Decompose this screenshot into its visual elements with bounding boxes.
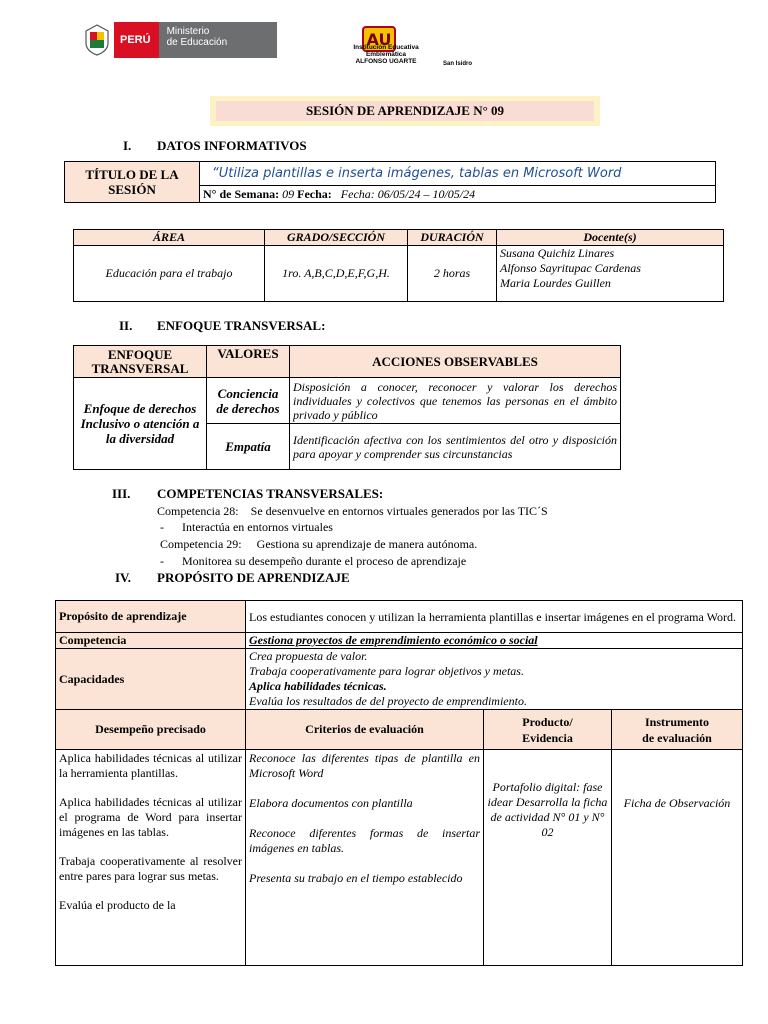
proposito-value: Los estudiantes conocen y utilizan la herramienta plantillas e insertar imágenes en el programa Word. <box>246 601 743 633</box>
session-title-box <box>210 96 600 126</box>
purpose-table <box>55 600 743 966</box>
capacidad-2: Trabaja cooperativamente para lograr objetivos y metas. <box>249 664 524 678</box>
competencia-29-label: Competencia 29: <box>160 537 242 551</box>
header-instrumento-line1: Instrumento <box>644 714 709 729</box>
accion-2: Identificación afectiva con los sentimientos del otro y disposición para apoyar y comprender sus circunstancias <box>290 424 621 470</box>
competencia-label: Competencia <box>56 633 246 649</box>
desempeno-1: Aplica habilidades técnicas al utilizar la herramienta plantillas. <box>59 751 242 780</box>
criterio-4: Presenta su trabajo en el tiempo establecido <box>249 871 463 885</box>
session-info-table <box>64 161 716 203</box>
criterios-cell <box>246 750 484 966</box>
criterio-2: Elabora documentos con plantilla <box>249 796 413 810</box>
teachers-cell <box>497 246 724 302</box>
week-value: 09 <box>282 186 295 201</box>
desempeno-2: Aplica habilidades técnicas al utilizar el programa de Word para insertar imágenes en las tablas. <box>59 795 242 839</box>
header-producto-line2: Evidencia <box>522 730 573 745</box>
header-acciones: ACCIONES OBSERVABLES <box>290 346 621 378</box>
peru-label: PERÚ <box>114 22 159 58</box>
header-duration: DURACIÓN <box>408 230 497 246</box>
header-criterios: Criterios de evaluación <box>246 710 484 750</box>
header-desempeno: Desempeño precisado <box>56 710 246 750</box>
capacidad-4: Evalúa los resultados de del proyecto de emprendimiento. <box>249 694 527 708</box>
grade-value: 1ro. A,B,C,D,E,F,G,H. <box>265 246 408 302</box>
session-title: SESIÓN DE APRENDIZAJE N° 09 <box>216 101 594 121</box>
desempeno-3: Trabaja cooperativamente al resolver entre pares para lograr sus metas. <box>59 854 242 883</box>
competencia-28-dash: - <box>160 520 164 534</box>
duration-value: 2 horas <box>408 246 497 302</box>
teacher-3: Maria Lourdes Guillen <box>500 276 611 290</box>
enfoque-table <box>73 345 621 470</box>
title-label-line2: SESIÓN <box>108 182 156 197</box>
competencia-28-text: Se desenvuelve en entornos virtuales generados por las TIC´S <box>250 504 548 518</box>
peru-seal-icon <box>80 22 114 58</box>
header-instrumento <box>612 710 743 750</box>
district-label: San Isidro <box>443 61 473 67</box>
minedu-logo <box>80 22 277 58</box>
capacidades-cell <box>246 649 743 710</box>
teacher-1: Susana Quichiz Linares <box>500 246 615 260</box>
instrumento-value: Ficha de Observación <box>612 750 743 966</box>
header-instrumento-line2: de evaluación <box>642 730 712 745</box>
competencia-29-dash: - <box>160 554 164 568</box>
ministry-label <box>159 22 277 58</box>
header-producto <box>484 710 612 750</box>
header-enfoque: ENFOQUE TRANSVERSAL <box>74 346 207 378</box>
school-name-line2: ALFONSO UGARTE <box>355 58 417 65</box>
section4-heading: PROPÓSITO DE APRENDIZAJE <box>157 570 350 585</box>
week-date-cell <box>200 186 716 203</box>
competencia-29-text: Gestiona su aprendizaje de manera autónoma. <box>256 537 478 551</box>
enfoque-value: Enfoque de derechos Inclusivo o atención a la diversidad <box>74 378 207 470</box>
header-valores: VALORES <box>207 346 290 378</box>
date-label: Fecha: <box>297 186 332 201</box>
header-producto-line1: Producto/ <box>522 714 573 729</box>
header-area: ÁREA <box>74 230 265 246</box>
competencia-28-item: Interactúa en entornos virtuales <box>182 520 333 534</box>
ministry-line2: de Educación <box>166 37 228 48</box>
teacher-2: Alfonso Sayritupac Cardenas <box>500 261 641 275</box>
date-value: Fecha: 06/05/24 – 10/05/24 <box>340 186 476 201</box>
valor-1: Conciencia de derechos <box>207 378 290 424</box>
producto-value: Portafolio digital: fase idear Desarrolla la ficha de actividad N° 01 y N° 02 <box>484 750 612 966</box>
competencia-29-item: Monitorea su desempeño durante el proceso de aprendizaje <box>182 554 467 568</box>
accion-1: Disposición a conocer, reconocer y valorar los derechos individuales y colectivos que tenemos las personas en el ámbito privado y público <box>290 378 621 424</box>
area-value: Educación para el trabajo <box>74 246 265 302</box>
school-name-line1: Institución Educativa Emblemática <box>353 44 419 58</box>
section1-heading: DATOS INFORMATIVOS <box>157 138 307 153</box>
competencia-28-label: Competencia 28: <box>157 504 239 518</box>
section1-number: I. <box>123 138 132 153</box>
competencia-28-line <box>157 504 548 519</box>
week-label: N° de Semana: <box>203 186 280 201</box>
ministry-line1: Ministerio <box>166 26 210 37</box>
section2-heading: ENFOQUE TRANSVERSAL: <box>157 318 326 333</box>
header-grade: GRADO/SECCIÓN <box>265 230 408 246</box>
capacidades-label: Capacidades <box>56 649 246 710</box>
capacidad-3: Aplica habilidades técnicas. <box>249 679 387 693</box>
title-label-line1: TÍTULO DE LA <box>85 167 179 182</box>
section3-number: III. <box>112 486 131 501</box>
valor-2: Empatía <box>207 424 290 470</box>
area-table <box>73 229 724 302</box>
section4-number: IV. <box>115 570 132 585</box>
section3-heading: COMPETENCIAS TRANSVERSALES: <box>157 486 384 501</box>
competencia-29-line <box>160 537 477 552</box>
criterio-1: Reconoce las diferentes tipas de plantilla en Microsoft Word <box>249 751 480 780</box>
competencia-value: Gestiona proyectos de emprendimiento económico o social <box>246 633 743 649</box>
section2-number: II. <box>119 318 133 333</box>
svg-text:AU: AU <box>366 30 392 49</box>
criterio-3: Reconoce diferentes formas de insertar imágenes en tablas. <box>249 826 480 855</box>
desempeno-4: Evalúa el producto de la <box>59 898 176 912</box>
header-teachers: Docente(s) <box>497 230 724 246</box>
capacidad-1: Crea propuesta de valor. <box>249 649 368 663</box>
school-name <box>336 44 436 65</box>
session-title-value: “Utiliza plantillas e inserta imágenes, tablas en Microsoft Word <box>200 162 716 186</box>
desempenos-cell <box>56 750 246 966</box>
title-label-cell <box>65 162 200 203</box>
proposito-label: Propósito de aprendizaje <box>56 601 246 633</box>
